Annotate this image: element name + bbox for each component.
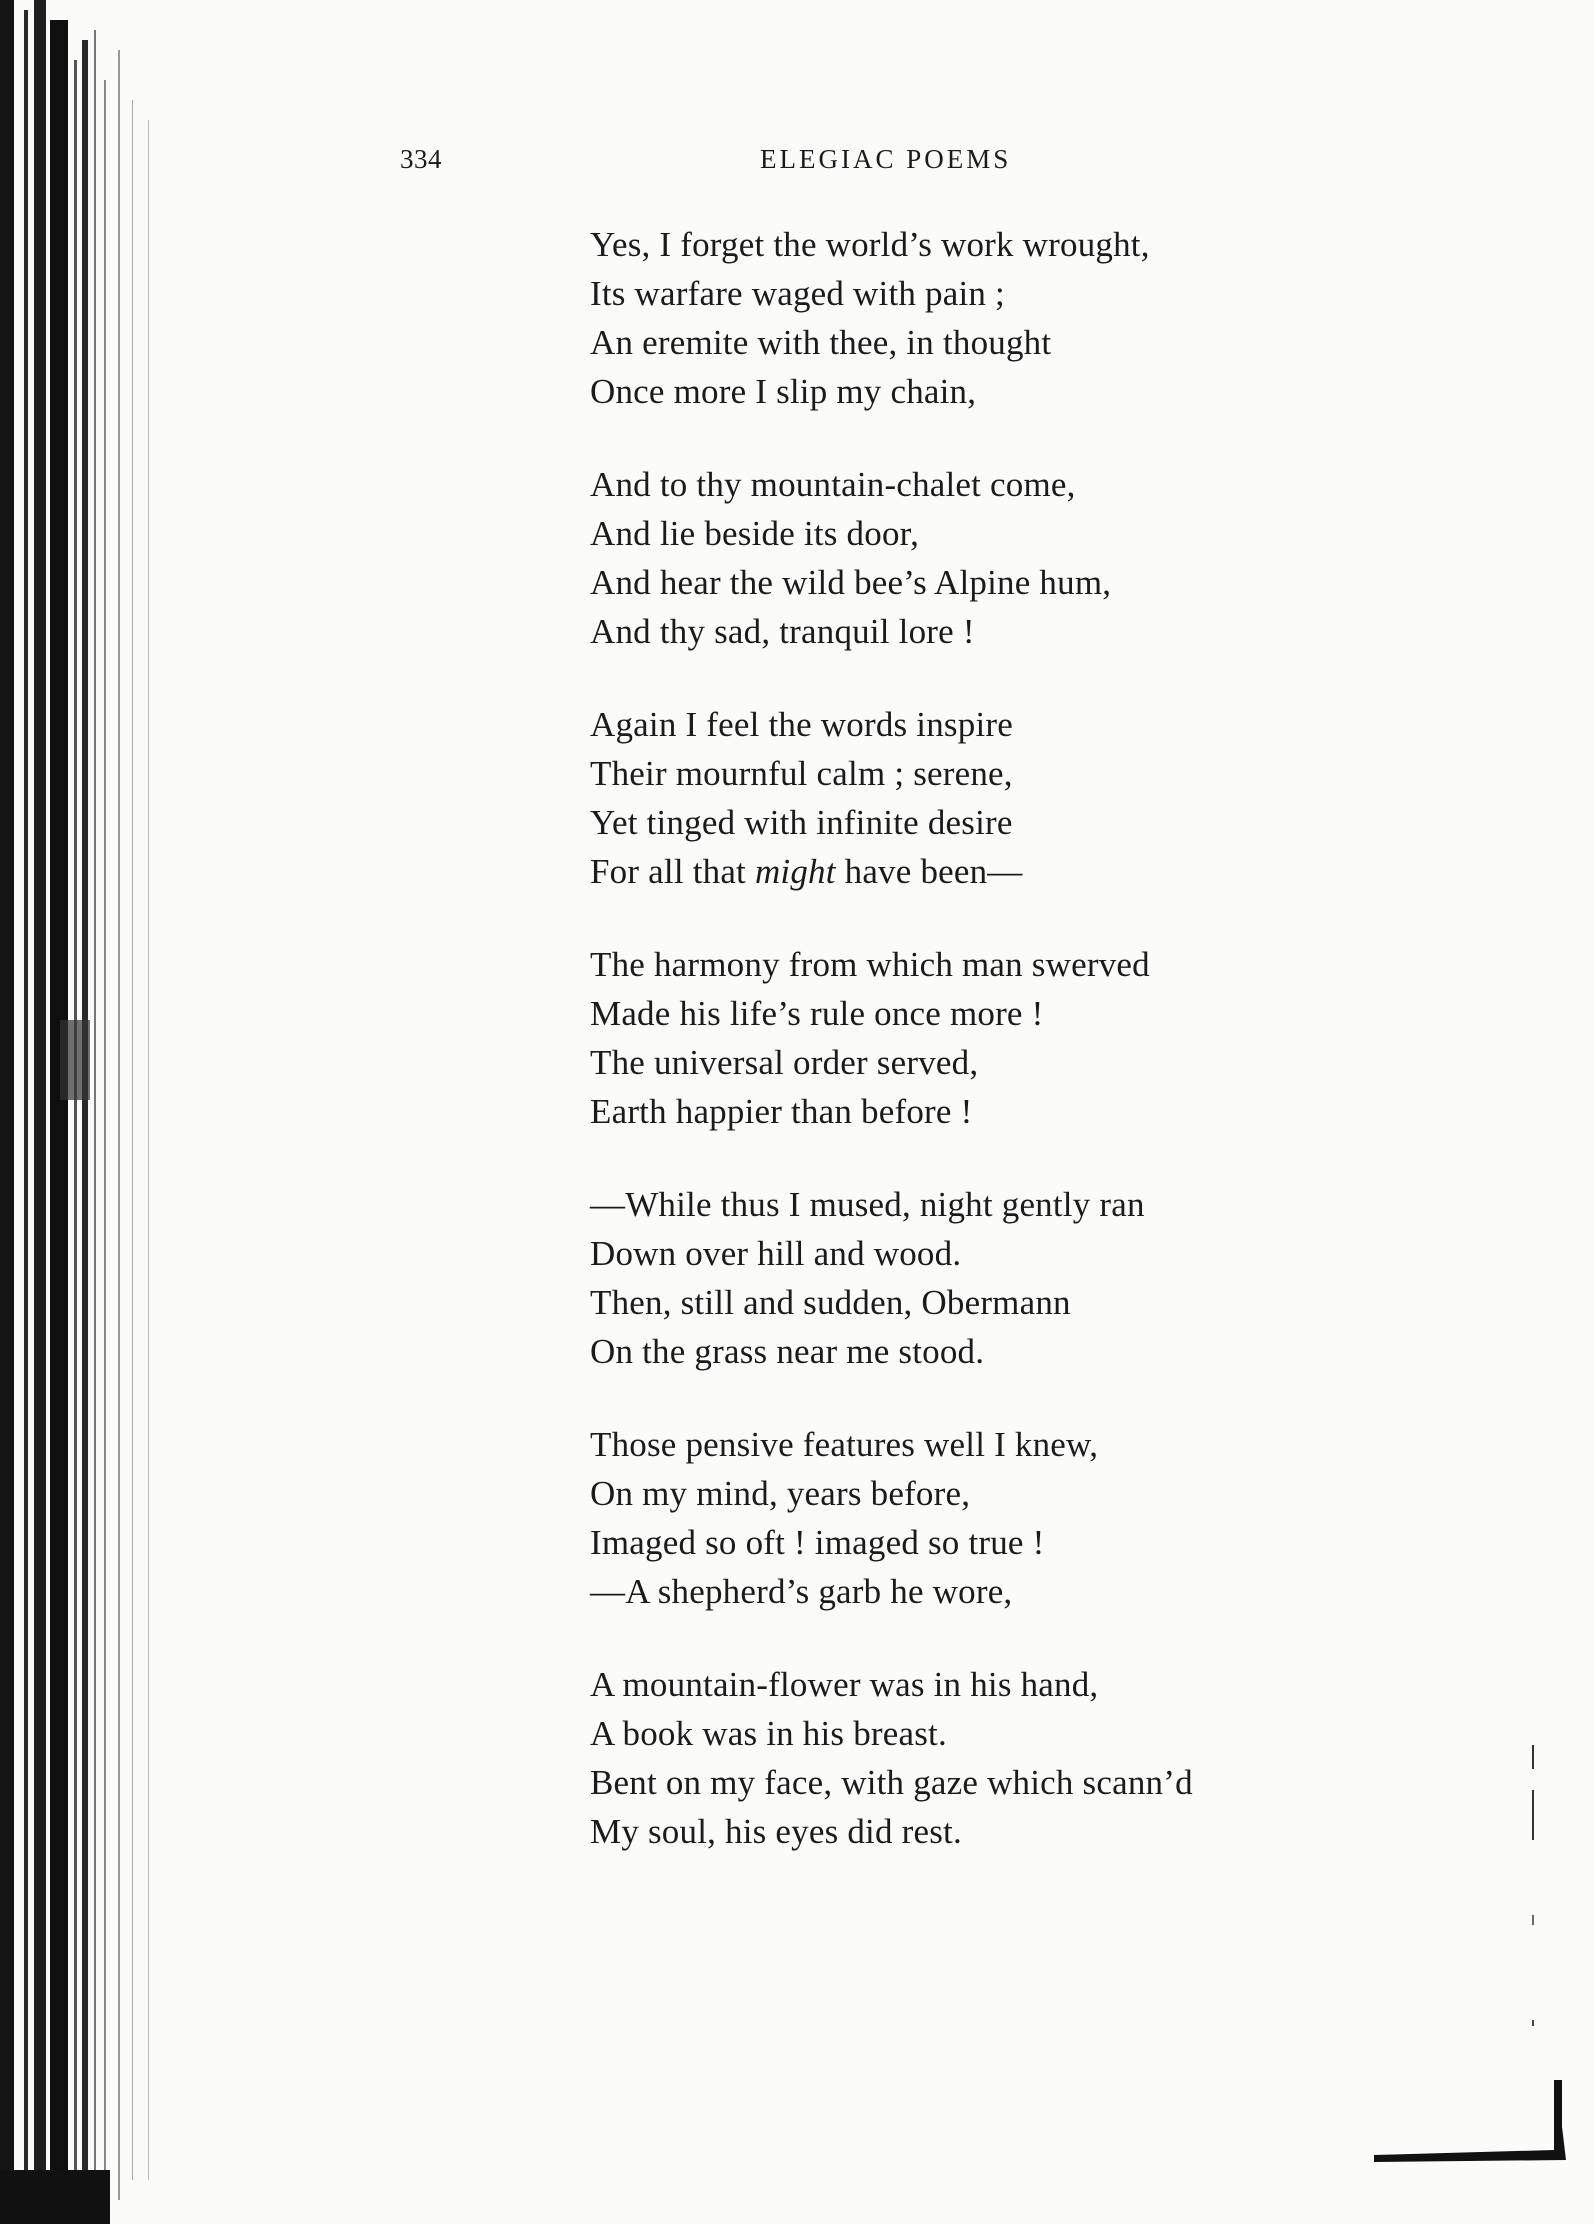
stanza — [590, 220, 1350, 416]
poem-line: And lie beside its door, — [590, 514, 920, 553]
stanza — [590, 940, 1350, 1136]
stanza — [590, 700, 1350, 896]
poem-line: The universal order served, — [590, 1043, 979, 1082]
poem-line: Yet tinged with infinite desire — [590, 803, 1013, 842]
running-head — [400, 144, 1220, 184]
poem-line-italic: For all that might have been— — [590, 852, 1023, 891]
poem-line: On the grass near me stood. — [590, 1332, 985, 1371]
poem-line: The harmony from which man swerved — [590, 945, 1150, 984]
poem-body — [590, 220, 1350, 1900]
poem-line: Made his life’s rule once more ! — [590, 994, 1044, 1033]
poem-line: Yes, I forget the world’s work wrought, — [590, 225, 1150, 264]
poem-line: A book was in his breast. — [590, 1714, 947, 1753]
stanza — [590, 1180, 1350, 1376]
stanza — [590, 1660, 1350, 1856]
poem-line: Those pensive features well I knew, — [590, 1425, 1099, 1464]
poem-line: And to thy mountain-chalet come, — [590, 465, 1076, 504]
stanza — [590, 460, 1350, 656]
poem-line: Down over hill and wood. — [590, 1234, 962, 1273]
emphasized-word: might — [754, 852, 836, 891]
poem-line: —While thus I mused, night gently ran — [590, 1185, 1145, 1224]
poem-line: Once more I slip my chain, — [590, 372, 977, 411]
poem-line: —A shepherd’s garb he wore, — [590, 1572, 1013, 1611]
poem-line: A mountain-flower was in his hand, — [590, 1665, 1099, 1704]
poem-line: An eremite with thee, in thought — [590, 323, 1052, 362]
running-title: ELEGIAC POEMS — [760, 144, 1012, 174]
poem-line: On my mind, years before, — [590, 1474, 971, 1513]
stanza — [590, 1420, 1350, 1616]
poem-line: Earth happier than before ! — [590, 1092, 973, 1131]
poem-line: Their mournful calm ; serene, — [590, 754, 1013, 793]
poem-line: My soul, his eyes did rest. — [590, 1812, 962, 1851]
book-binding-gutter — [0, 0, 170, 2224]
poem-line: And thy sad, tranquil lore ! — [590, 612, 975, 651]
scan-edge-artifacts — [1354, 0, 1594, 2224]
poem-line: Imaged so oft ! imaged so true ! — [590, 1523, 1045, 1562]
page-number: 334 — [400, 144, 442, 174]
poem-line: Bent on my face, with gaze which scann’d — [590, 1763, 1193, 1802]
poem-line: Again I feel the words inspire — [590, 705, 1013, 744]
poem-line: Its warfare waged with pain ; — [590, 274, 1005, 313]
poem-line: Then, still and sudden, Obermann — [590, 1283, 1071, 1322]
poem-line: And hear the wild bee’s Alpine hum, — [590, 563, 1112, 602]
